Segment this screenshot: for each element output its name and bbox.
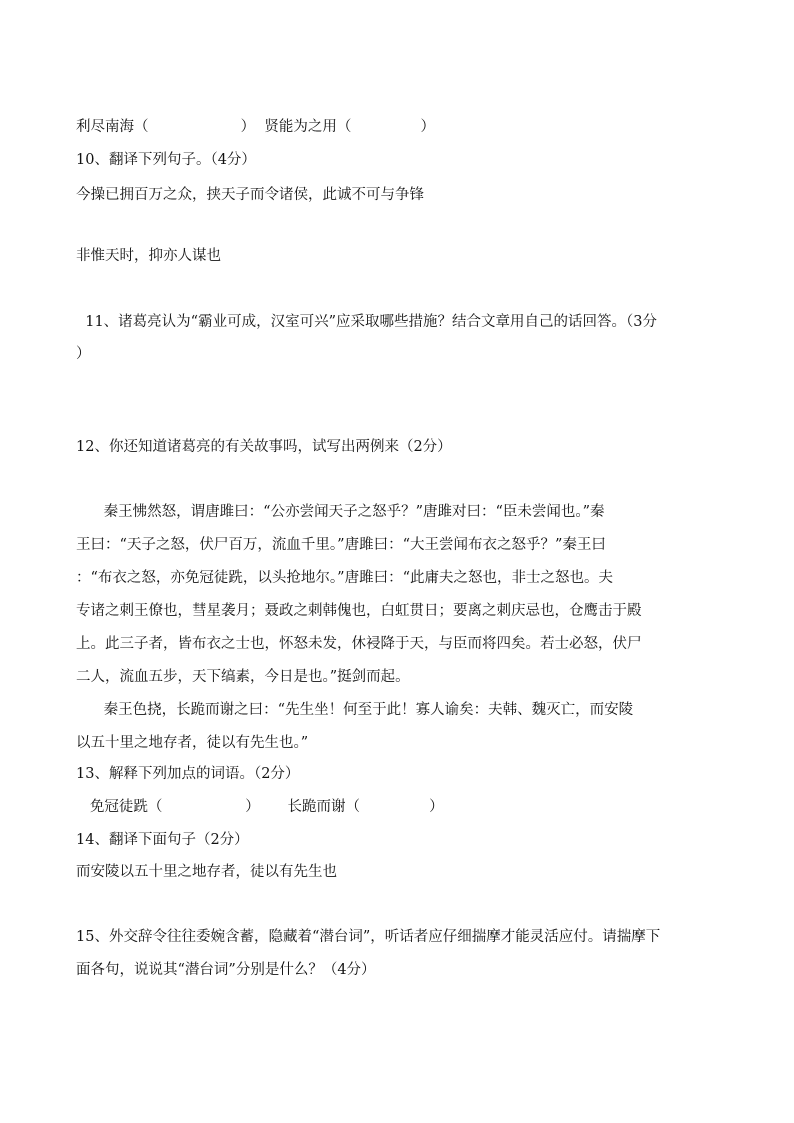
q15-heading: 15、外交辞令往往委婉含蓄，隐藏着“潜台词”，听话者应仔细揣摩才能灵活应付。请揣摩下 — [76, 929, 661, 945]
q12-heading: 12、你还知道诸葛亮的有关故事吗，试写出两例来（2分） — [76, 439, 452, 455]
q11-heading-continued: ） — [76, 346, 91, 362]
passage-line-7: 秦王色挠，长跪而谢之曰：“先生坐！何至于此！寡人谕矣：夫韩、魏灭亡，而安陵 — [76, 702, 634, 718]
q15-heading-continued: 面各句，说说其“潜台词”分别是什么？（4分） — [76, 962, 376, 978]
passage-line-3: ：“布衣之怒，亦免冠徒跣，以头抢地尔。”唐雎曰：“此庸夫之怒也，非士之怒也。夫 — [76, 570, 613, 586]
passage-line-5: 上。此三子者，皆布衣之士也，怀怒未发，休祲降于天，与臣而将四矣。若士必怒，伏尸 — [76, 636, 642, 652]
q13-heading: 13、解释下列加点的词语。（2分） — [76, 766, 300, 782]
passage-line-2: 王曰：“天子之怒，伏尸百万，流血千里。”唐雎曰：“大王尝闻布衣之怒乎？”秦王曰 — [76, 537, 606, 553]
q14-heading: 14、翻译下面句子（2分） — [76, 832, 249, 848]
passage-line-4: 专诸之刺王僚也，彗星袭月；聂政之刺韩傀也，白虹贯日；要离之刺庆忌也，仓鹰击于殿 — [76, 603, 642, 619]
q14-sentence: 而安陵以五十里之地存者，徒以有先生也 — [76, 864, 337, 880]
q13-blanks-line: 免冠徒跣（ ） 长跪而谢（ ） — [76, 799, 444, 815]
q10-sentence-2: 非惟天时，抑亦人谋也 — [76, 248, 221, 264]
q10-heading: 10、翻译下列句子。（4分） — [76, 152, 256, 168]
q10-sentence-1: 今操已拥百万之众，挟天子而令诸侯，此诚不可与争锋 — [76, 187, 424, 203]
q11-heading: 11、诸葛亮认为“霸业可成，汉室可兴”应采取哪些措施？结合文章用自己的话回答。（3分 — [76, 314, 657, 330]
passage-line-6: 二人，流血五步，天下缟素，今日是也。”挺剑而起。 — [76, 669, 410, 685]
passage-line-1: 秦王怫然怒，谓唐雎曰：“公亦尝闻天子之怒乎？”唐雎对曰：“臣未尝闻也。”秦 — [76, 504, 605, 520]
q9-blanks-line: 利尽南海（ ） 贤能为之用（ ） — [76, 119, 436, 135]
passage-line-8: 以五十里之地存者，徒以有先生也。” — [76, 735, 309, 751]
